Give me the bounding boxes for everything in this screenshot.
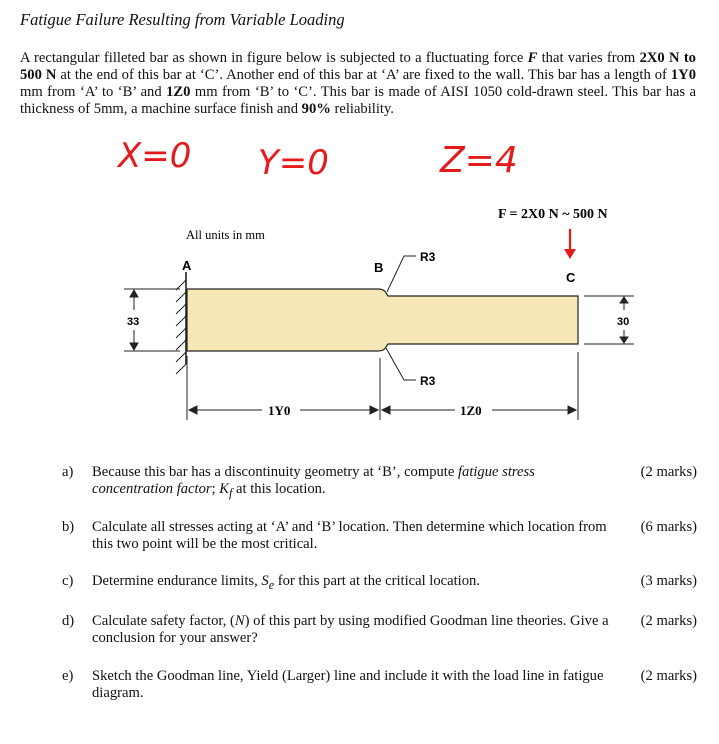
force-symbol: F xyxy=(527,50,538,66)
q-text-part: at this location. xyxy=(232,481,326,497)
dim-left-value: 33 xyxy=(127,316,140,328)
fillet-radius-top xyxy=(387,250,436,292)
question-label: b) xyxy=(62,519,75,535)
question-marks: (2 marks) xyxy=(640,613,697,629)
kf-subscript: f xyxy=(229,485,233,500)
units-note: All units in mm xyxy=(186,228,265,242)
intro-text: reliability. xyxy=(330,101,394,117)
fillet-radius-bottom xyxy=(386,348,436,388)
q-text-part: ; xyxy=(211,481,220,497)
force-range: 2X0 N to 500 N xyxy=(20,50,696,83)
point-c-label: C xyxy=(566,270,576,285)
se-subscript: e xyxy=(268,577,275,592)
question-label: d) xyxy=(62,613,75,629)
reliability-value: 90% xyxy=(301,101,331,117)
q-text-part: ) of this part by using modified Goodman line theories. Give a conclusion for your answer? xyxy=(92,613,609,646)
dimension-lengths xyxy=(187,352,578,420)
question-text xyxy=(92,573,612,594)
length-bc: 1Z0 xyxy=(166,84,191,100)
question-text xyxy=(92,464,612,502)
radius-bottom-text: R3 xyxy=(420,374,436,388)
kf-symbol: K xyxy=(219,481,230,497)
q-text-italic: fatigue stress concentration factor xyxy=(92,464,535,497)
question-label: a) xyxy=(62,464,74,480)
question-label: c) xyxy=(62,573,74,589)
force-label: F = 2X0 N ~ 500 N xyxy=(498,207,608,222)
radius-top-text: R3 xyxy=(420,250,436,264)
filleted-bar xyxy=(187,289,578,351)
force-arrow xyxy=(564,229,576,259)
handwritten-annotations xyxy=(116,136,518,183)
intro-text: A rectangular filleted bar as shown in figure below is subjected to a fluctuating force xyxy=(20,50,528,66)
length-ab: 1Y0 xyxy=(670,67,696,83)
intro-text: mm from ‘B’ to ‘C’. This bar is made of AISI 1050 cold-drawn steel. This bar has a thickness of 5mm, a machine surface finish and xyxy=(20,84,696,117)
length-ab-label: 1Y0 xyxy=(268,403,291,418)
q-text-part: Because this bar has a discontinuity geometry at ‘B’, compute xyxy=(92,464,458,480)
question-marks: (6 marks) xyxy=(640,519,697,535)
q-text-part: Determine endurance limits, xyxy=(92,573,262,589)
length-bc-label: 1Z0 xyxy=(460,403,482,418)
intro-text: that varies from xyxy=(537,50,640,66)
point-a-label: A xyxy=(182,258,192,273)
question-marks: (2 marks) xyxy=(640,668,697,684)
intro-text: at the end of this bar at ‘C’. Another end of this bar at ‘A’ are fixed to the wall. This bar has a length of xyxy=(56,67,671,83)
question-text xyxy=(92,613,612,647)
intro-text: mm from ‘A’ to ‘B’ and xyxy=(20,84,167,100)
point-b-label: B xyxy=(374,260,384,275)
question-label: e) xyxy=(62,668,74,684)
se-symbol: S xyxy=(261,573,269,589)
question-marks: (3 marks) xyxy=(640,573,697,589)
question-text: Sketch the Goodman line, Yield (Larger) line and include it with the load line in fatigue diagram. xyxy=(92,668,604,701)
handwritten-x: X=0 xyxy=(118,136,192,176)
wall-hatching xyxy=(176,272,186,374)
n-symbol: N xyxy=(234,613,245,629)
dim-right-value: 30 xyxy=(617,316,630,328)
handwritten-z: Z=4 xyxy=(440,140,518,181)
q-text-part: Calculate safety factor, ( xyxy=(92,613,235,629)
question-text: Calculate all stresses acting at ‘A’ and ‘B’ location. Then determine which location from this two point will be the most critical. xyxy=(92,519,607,552)
handwritten-y: Y=0 xyxy=(258,143,329,183)
question-marks: (2 marks) xyxy=(640,464,697,480)
q-text-part: for this part at the critical location. xyxy=(274,573,480,589)
page-title: Fatigue Failure Resulting from Variable Loading xyxy=(20,10,345,29)
